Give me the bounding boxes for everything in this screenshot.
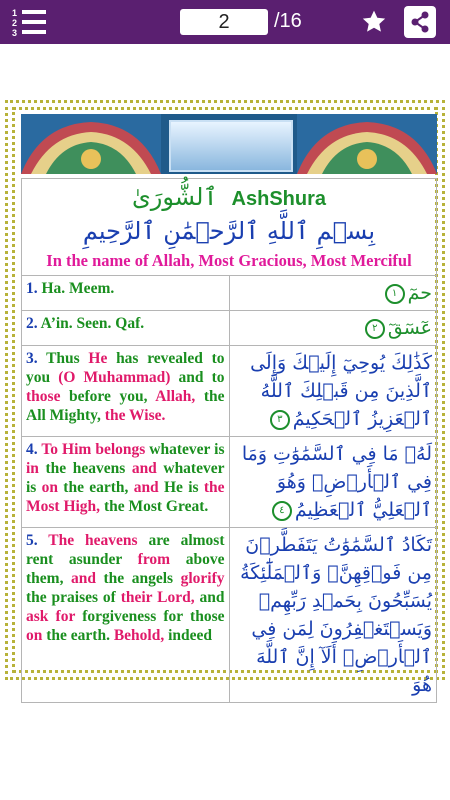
translation-segment: the heavens (38, 460, 132, 477)
svg-text:1: 1 (12, 8, 18, 18)
top-toolbar (0, 0, 450, 44)
translation-segment: the Most High, (26, 479, 225, 515)
translation-segment: and (70, 570, 96, 587)
verse-arabic (229, 528, 437, 703)
translation-segment: The heavens (37, 532, 138, 549)
verse-translation (22, 528, 230, 703)
translation-segment: their Lord, (120, 589, 195, 606)
arabic-text: كَذَٰلِكَ يُوحِيٓ إِلَيۡكَ وَإِلَى ٱلَّذِينَ مِن قَبۡلِكَ ٱللَّهُ ٱلۡعَزِيزُ ٱلۡحَكِيمُ (250, 352, 432, 430)
translation-segment: and (194, 589, 225, 606)
decorative-banner (21, 114, 437, 174)
verse-translation (22, 346, 230, 437)
verse-row (22, 346, 437, 437)
ayah-end-marker-icon: ٤ (272, 501, 292, 521)
translation-segment: indeed (164, 627, 213, 644)
numbered-list-icon[interactable] (10, 7, 48, 37)
translation-segment: forgiveness for those (75, 608, 225, 625)
mosaic-ornament-right-icon (297, 114, 437, 174)
translation-segment: Behold, (113, 627, 165, 644)
translation-segment: in (26, 460, 39, 477)
svg-text:3: 3 (12, 28, 18, 38)
translation-segment: and to (170, 369, 225, 386)
translation-segment: whatever is (26, 460, 225, 496)
translation-segment: He (88, 350, 108, 367)
translation-segment: Thus (37, 350, 89, 367)
surah-title-english: AshShura (231, 188, 327, 210)
arabic-text: لَهُۥ مَا فِي ٱلسَّمَٰوَٰتِ وَمَا فِي ٱلۡأَرۡضِۖ وَهُوَ ٱلۡعَلِيُّ ٱلۡعَظِيمُ (241, 443, 432, 521)
page-total-label: /16 (274, 10, 302, 32)
surah-title-arabic: ٱلشُّورَىٰ (131, 183, 218, 211)
verses-content (21, 178, 437, 703)
verse-row (22, 311, 437, 346)
translation-segment: the All Mighty, (26, 388, 225, 424)
verses-table (21, 178, 437, 703)
translation-segment: has revealed to you (26, 350, 225, 386)
verse-number: 5. (26, 532, 38, 549)
translation-segment: the praises of (26, 589, 121, 606)
verse-arabic (229, 437, 437, 528)
translation-segment: before you, (60, 388, 156, 405)
translation-segment: above them, (26, 551, 225, 587)
verse-arabic (229, 346, 437, 437)
verse-row (22, 276, 437, 311)
page-inner-frame (12, 107, 438, 696)
verse-translation (22, 311, 230, 346)
verse-arabic (229, 311, 437, 346)
translation-segment: are almost rent asunder (26, 532, 225, 568)
verse-number: 2. (26, 315, 38, 332)
verse-arabic (229, 276, 437, 311)
surah-header (22, 179, 437, 276)
translation-segment: the Most Great. (100, 498, 209, 515)
translation-segment: those (26, 388, 61, 405)
svg-text:2: 2 (12, 18, 18, 28)
share-icon[interactable] (404, 6, 436, 38)
translation-segment: Allah, (155, 388, 196, 405)
arabic-text: تَكَادُ ٱلسَّمَٰوَٰتُ يَتَفَطَّرۡنَ مِن فَوۡقِهِنَّۚ وَٱلۡمَلَٰٓئِكَةُ يُسَبِّحُونَ بِحَمۡدِ رَبِّهِمۡ وَيَسۡتَغۡفِرُونَ لِمَن فِي ٱلۡأَرۡضِۗ أَلَآ إِنَّ ٱللَّهَ هُوَ (240, 534, 432, 696)
verse-number: 1. (26, 280, 38, 297)
translation-segment: and (133, 479, 159, 496)
verse-number: 4. (26, 441, 38, 458)
verse-translation (22, 276, 230, 311)
ayah-end-marker-icon: ٣ (270, 410, 290, 430)
translation-segment: on (26, 627, 43, 644)
verse-number: 3. (26, 350, 38, 367)
translation-segment: on (41, 479, 58, 496)
translation-segment: the angels (95, 570, 181, 587)
quran-book-image (169, 120, 293, 172)
translation-segment: the earth. (42, 627, 114, 644)
bismillah-arabic: بِسۡمِ ٱللَّهِ ٱلرَّحۡمَٰنِ ٱلرَّحِيمِ (82, 217, 376, 245)
bismillah-english: In the name of Allah, Most Gracious, Most Merciful (46, 251, 412, 270)
verse-translation (22, 437, 230, 528)
page-frame (5, 100, 445, 696)
translation-segment: A’in. Seen. Qaf. (37, 315, 145, 332)
ayah-end-marker-icon: ٢ (365, 319, 385, 339)
mosaic-ornament-left-icon (21, 114, 161, 174)
arabic-text: حمٓ (407, 282, 432, 304)
verse-row (22, 528, 437, 703)
translation-segment: the Wise. (104, 407, 166, 424)
arabic-text: عٓسٓقٓ (387, 317, 432, 339)
translation-segment: (O Muhammad) (58, 369, 171, 386)
star-icon[interactable] (360, 9, 388, 35)
translation-segment: the earth, (58, 479, 134, 496)
translation-segment: whatever is (145, 441, 225, 458)
ayah-end-marker-icon: ١ (385, 284, 405, 304)
verse-row (22, 437, 437, 528)
page-number-input[interactable] (180, 9, 268, 35)
translation-segment: glorify (180, 570, 225, 587)
translation-segment: Ha. Meem. (37, 280, 115, 297)
translation-segment: from (137, 551, 171, 568)
translation-segment: and (131, 460, 157, 477)
translation-segment: ask for (26, 608, 76, 625)
translation-segment: To Him belongs (37, 441, 146, 458)
translation-segment: He is (158, 479, 204, 496)
